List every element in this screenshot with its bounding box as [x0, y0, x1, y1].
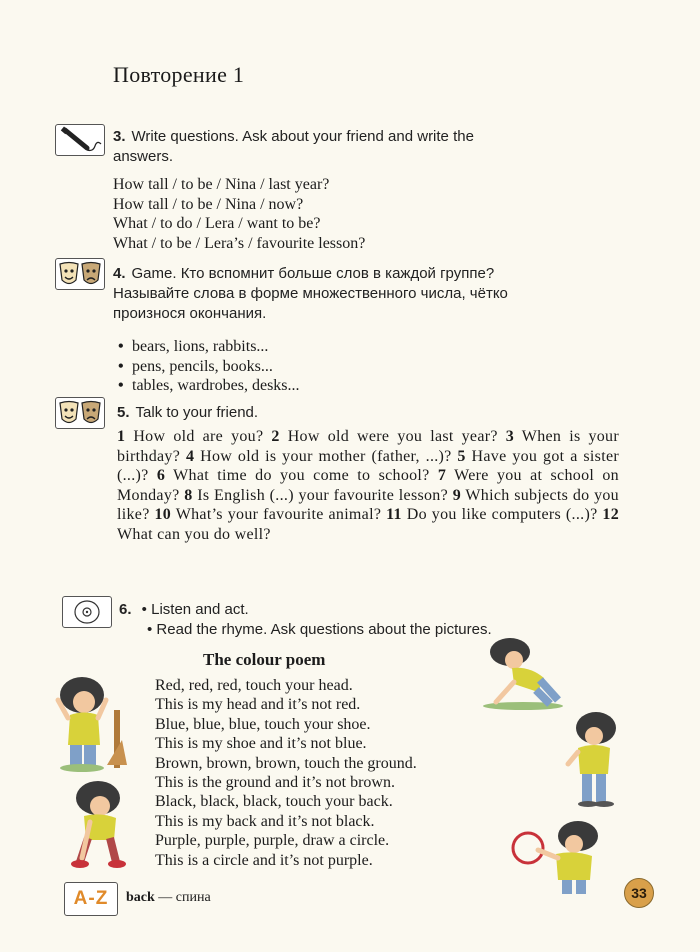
poem-line: Black, black, black, touch your back. [155, 793, 393, 811]
question-item: 11 Do you like computers (...)? [386, 506, 598, 524]
task6-number: 6. [119, 601, 132, 618]
task3-instruction [113, 127, 623, 167]
vocab-word: back [126, 890, 155, 905]
task4-bullets [118, 337, 300, 396]
question-item: 2 How old were you last year? [271, 428, 498, 445]
vocab-translation: спина [175, 890, 211, 905]
task5-questions [117, 427, 619, 545]
poem-line: Red, red, red, touch your head. [155, 677, 353, 694]
theatre-masks-icon [55, 258, 105, 290]
task4-instruction-line1: Game. Кто вспомнит больше слов в каждой группе? [131, 265, 495, 282]
audio-disc-icon [62, 596, 112, 628]
list-item: • bears, lions, rabbits... [118, 338, 269, 355]
task5-instruction [117, 403, 258, 423]
vocabulary-entry [126, 890, 211, 906]
poem-line: This is a circle and it’s not purple. [155, 851, 373, 869]
poem-title: The colour poem [203, 650, 326, 669]
task5-number: 5. [117, 404, 130, 421]
poem-line: This is the ground and it’s not brown. [155, 774, 395, 792]
poem-line: This is my shoe and it’s not blue. [155, 735, 367, 753]
child-touching-back-illustration [558, 708, 628, 808]
task4-instruction-line2: Называйте слова в форме множественного числа, чётко [113, 285, 508, 302]
task3-instruction-line1: Write questions. Ask about your friend and write the [131, 128, 474, 145]
child-touching-shoe-illustration [60, 778, 140, 870]
child-drawing-circle-illustration [508, 818, 608, 896]
task3-line: How tall / to be / Nina / last year? [113, 176, 330, 193]
poem-line: This is my back and it’s not black. [155, 812, 375, 830]
list-item: • tables, wardrobes, desks... [118, 377, 300, 395]
task3-lines [113, 175, 365, 253]
pen-write-icon [55, 124, 105, 156]
child-touching-ground-illustration [478, 636, 568, 711]
list-item: • pens, pencils, books... [118, 357, 273, 375]
question-item: 12 What can you do well? [117, 506, 619, 543]
child-touching-head-illustration [52, 670, 147, 775]
task3-instruction-line2: answers. [113, 148, 174, 165]
question-item: 8 Is English (...) your favourite lesson? [184, 486, 449, 504]
poem-line: Brown, brown, brown, touch the ground. [155, 754, 417, 772]
question-item: 7 Were you at school on Monday? [117, 467, 619, 504]
task4-number: 4. [113, 265, 126, 282]
question-item: 1 How old are you? [117, 428, 264, 445]
question-item: 3 When is your birthday? [117, 428, 619, 465]
page-number: 33 [624, 878, 654, 908]
poem [155, 676, 417, 870]
az-vocabulary-icon: A-Z [64, 882, 118, 916]
task4-instruction [113, 264, 633, 324]
task3-line: What / to do / Lera / want to be? [113, 215, 321, 233]
task6-bullet1: Listen and act. [151, 601, 249, 618]
task6-bullet2: Read the rhyme. Ask questions about the pictures. [156, 621, 492, 638]
poem-line: Blue, blue, blue, touch your shoe. [155, 715, 371, 733]
theatre-masks-icon [55, 397, 105, 429]
task3-line: How tall / to be / Nina / now? [113, 195, 304, 213]
question-item: 10 What’s your favourite animal? [154, 506, 382, 524]
page-title: Повторение 1 [113, 62, 245, 87]
question-item: 5 Have you got a sister (...)? [117, 447, 619, 485]
question-item: 4 How old is your mother (father, ...)? [185, 447, 452, 465]
task6-instruction: 6. • Listen and act. • Read the rhyme. Ask questions about the pictures. [119, 601, 492, 638]
question-item: 9 Which subjects do you like? [117, 486, 619, 524]
task3-line: What / to be / Lera’s / favourite lesson? [113, 234, 366, 252]
vocab-dash: — [158, 890, 173, 905]
poem-line: Purple, purple, purple, draw a circle. [155, 832, 390, 850]
task4-instruction-line3: произнося окончания. [113, 305, 267, 322]
question-item: 6 What time do you come to school? [156, 467, 430, 485]
task5-instruction-text: Talk to your friend. [135, 404, 259, 421]
poem-line: This is my head and it’s not red. [155, 696, 361, 714]
task3-number: 3. [113, 128, 126, 145]
